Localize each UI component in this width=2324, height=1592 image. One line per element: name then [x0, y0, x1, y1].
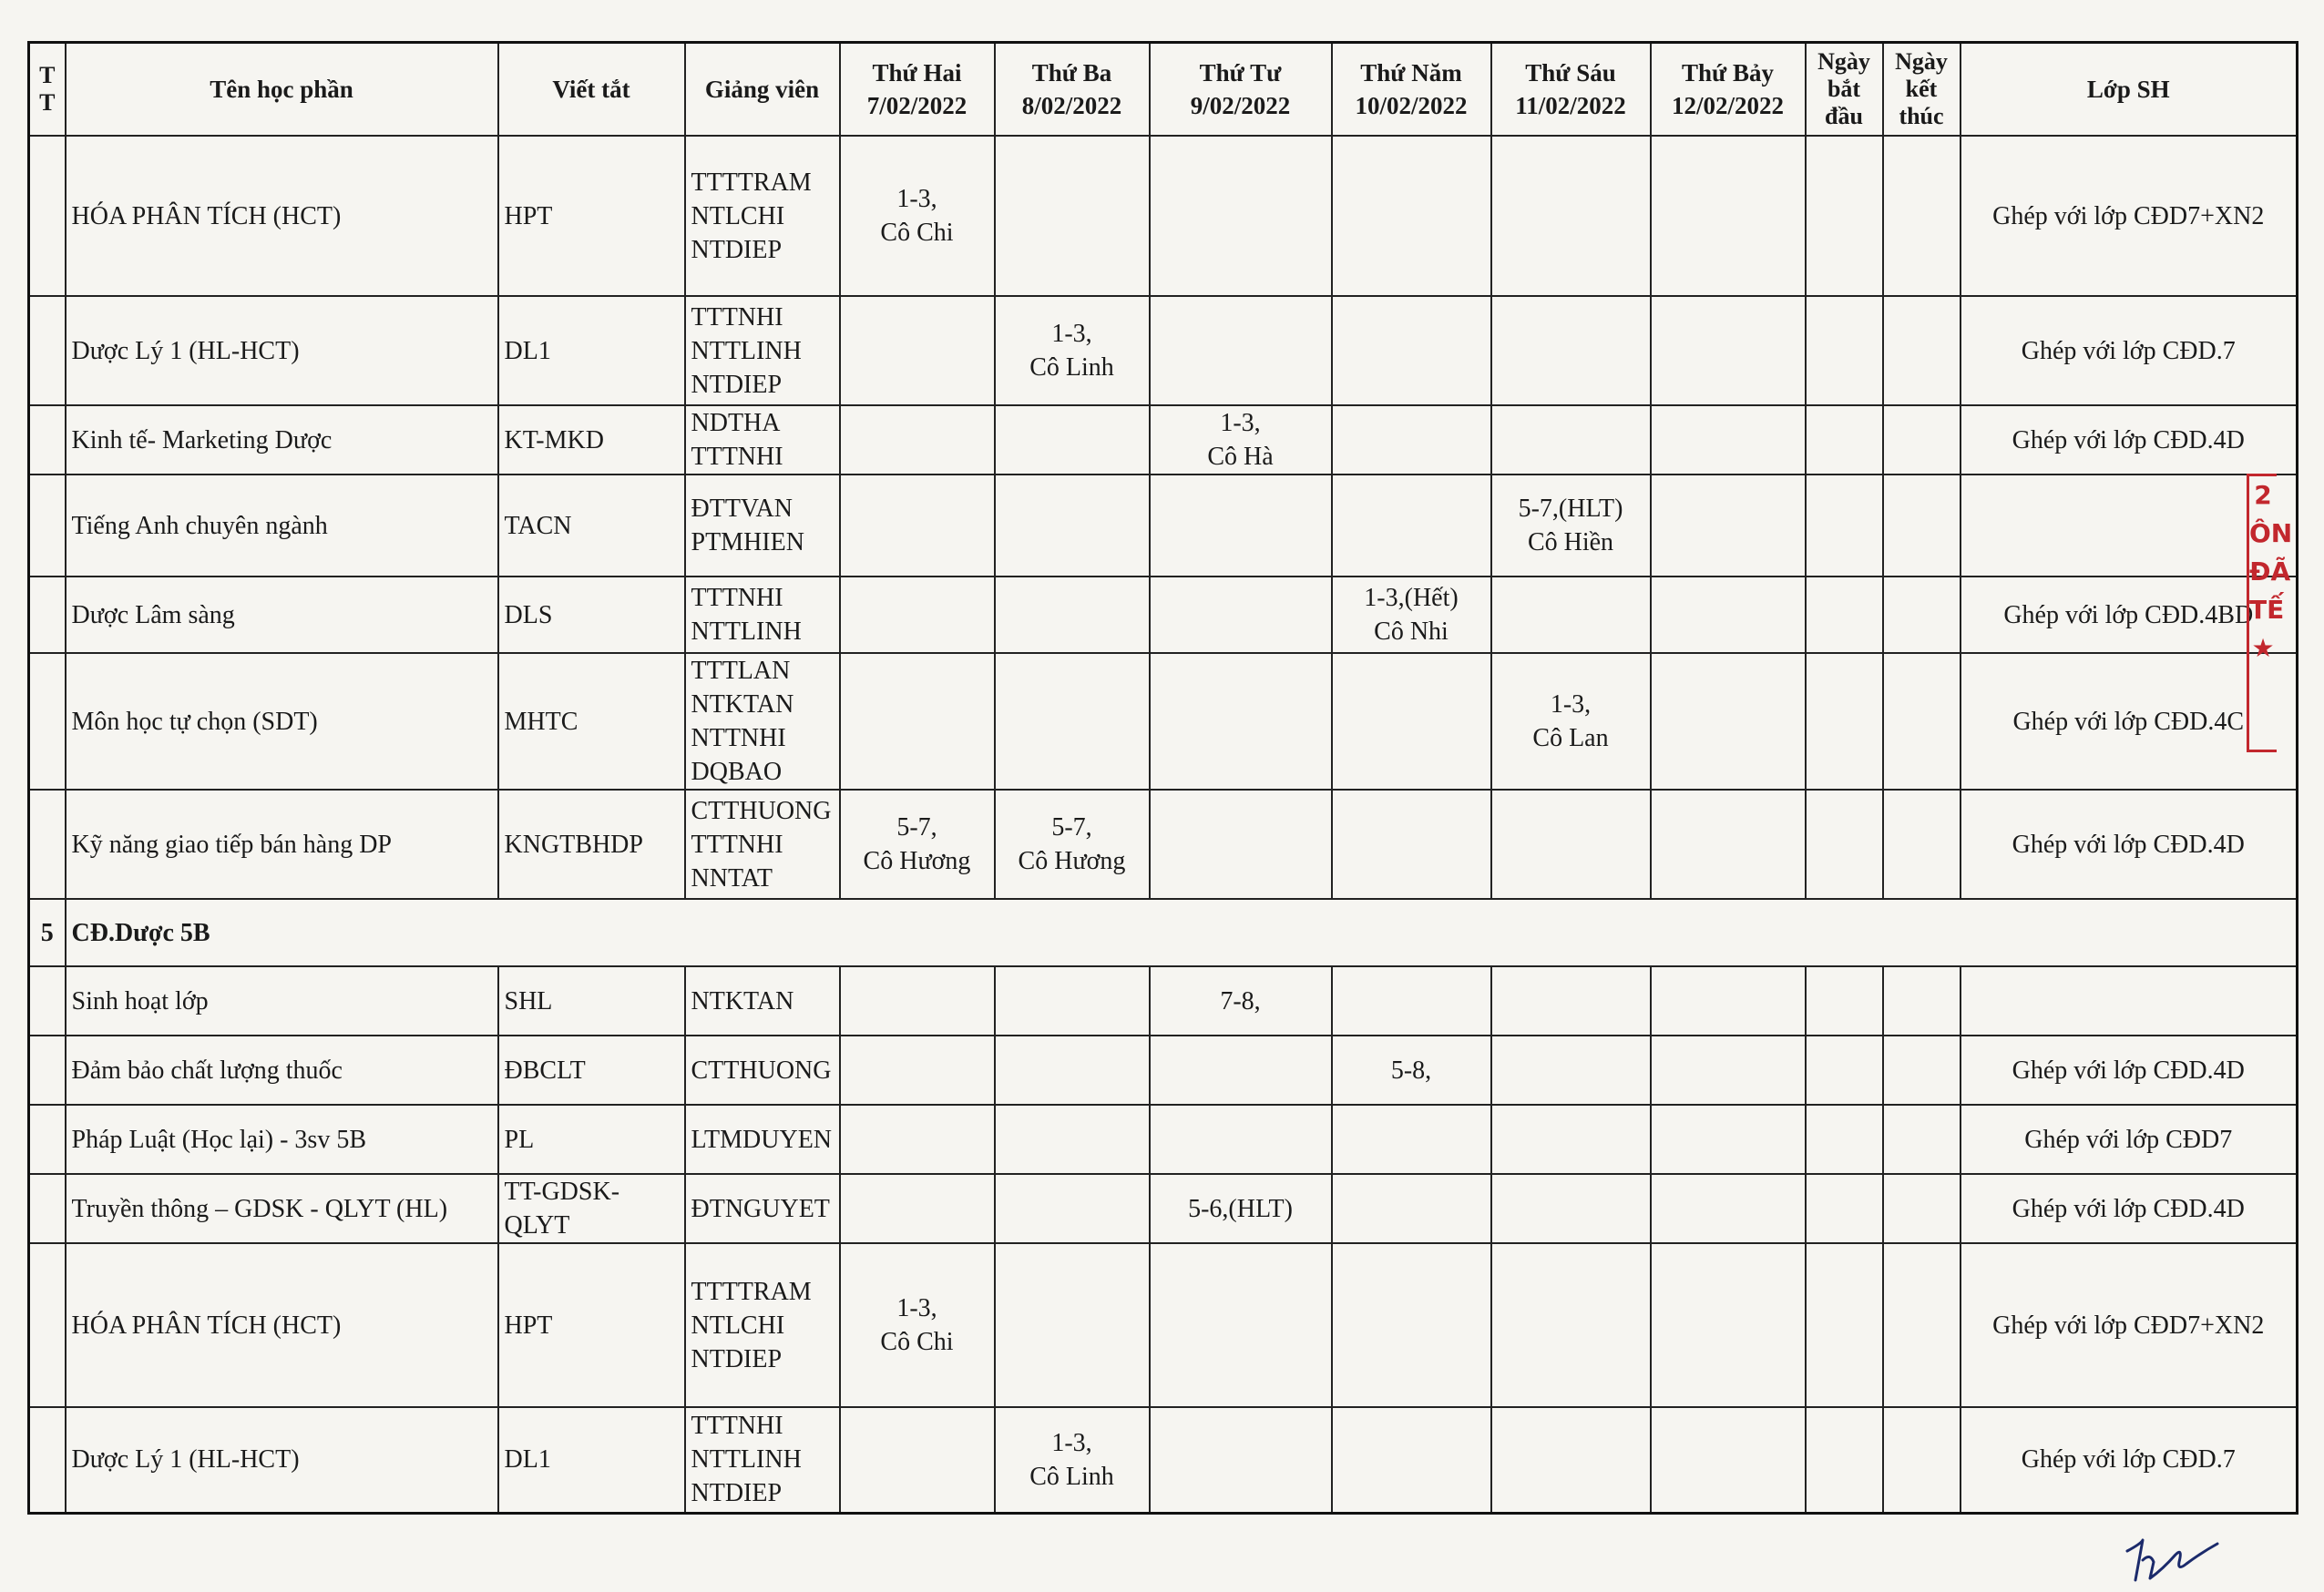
schedule-cell — [1651, 1174, 1806, 1243]
header-day: Thứ Ba 8/02/2022 — [995, 43, 1150, 137]
lecturer-list: CTTHUONG — [685, 1036, 840, 1105]
class-cell: Ghép với lớp CĐD.4D — [1961, 790, 2298, 899]
header-day: Thứ Năm 10/02/2022 — [1332, 43, 1491, 137]
class-cell: Ghép với lớp CĐD7+XN2 — [1961, 1243, 2298, 1407]
class-cell: Ghép với lớp CĐD.4BD — [1961, 577, 2298, 653]
start-date-cell — [1806, 966, 1883, 1036]
schedule-cell — [1651, 405, 1806, 475]
section-title: CĐ.Dược 5B — [66, 899, 2298, 966]
lecturer-list: TTTNHI NTTLINH — [685, 577, 840, 653]
schedule-cell — [995, 1174, 1150, 1243]
schedule-cell — [1651, 790, 1806, 899]
end-date-cell — [1883, 577, 1961, 653]
start-date-cell — [1806, 405, 1883, 475]
schedule-cell: 5-7,(HLT) Cô Hiền — [1491, 475, 1651, 577]
class-cell: Ghép với lớp CĐD.7 — [1961, 296, 2298, 405]
course-name: Môn học tự chọn (SDT) — [66, 653, 498, 790]
table-row — [29, 136, 2298, 296]
table-row — [29, 1105, 2298, 1174]
end-date-cell — [1883, 136, 1961, 296]
schedule-cell — [1332, 405, 1491, 475]
schedule-cell: 7-8, — [1150, 966, 1332, 1036]
row-number — [29, 296, 66, 405]
end-date-cell — [1883, 966, 1961, 1036]
schedule-cell: 5-8, — [1332, 1036, 1491, 1105]
header-start-date: Ngày bắt đầu — [1806, 43, 1883, 137]
schedule-cell — [1491, 1243, 1651, 1407]
header-course-name: Tên học phần — [66, 43, 498, 137]
lecturer-list: NTKTAN — [685, 966, 840, 1036]
schedule-cell — [1150, 1243, 1332, 1407]
schedule-cell — [1651, 296, 1806, 405]
schedule-cell — [995, 1105, 1150, 1174]
end-date-cell — [1883, 1407, 1961, 1513]
schedule-table — [27, 41, 2298, 1515]
schedule-cell — [1150, 653, 1332, 790]
schedule-cell — [995, 1036, 1150, 1105]
row-number — [29, 966, 66, 1036]
class-cell: Ghép với lớp CĐD.7 — [1961, 1407, 2298, 1513]
schedule-cell: 1-3, Cô Lan — [1491, 653, 1651, 790]
table-row — [29, 1243, 2298, 1407]
class-cell: Ghép với lớp CĐD.4D — [1961, 1174, 2298, 1243]
start-date-cell — [1806, 1243, 1883, 1407]
schedule-cell: 5-6,(HLT) — [1150, 1174, 1332, 1243]
schedule-cell — [1651, 136, 1806, 296]
lecturer-list: TTTTRAM NTLCHI NTDIEP — [685, 136, 840, 296]
course-abbreviation: DL1 — [498, 296, 685, 405]
table-row — [29, 1036, 2298, 1105]
schedule-cell — [995, 966, 1150, 1036]
course-name: HÓA PHÂN TÍCH (HCT) — [66, 136, 498, 296]
start-date-cell — [1806, 577, 1883, 653]
schedule-cell: 1-3, Cô Hà — [1150, 405, 1332, 475]
schedule-cell: 5-7, Cô Hương — [840, 790, 995, 899]
row-number — [29, 790, 66, 899]
header-end-date: Ngày kết thúc — [1883, 43, 1961, 137]
start-date-cell — [1806, 790, 1883, 899]
section-number: 5 — [29, 899, 66, 966]
schedule-cell — [840, 1105, 995, 1174]
table-row — [29, 653, 2298, 790]
schedule-cell — [1332, 653, 1491, 790]
schedule-cell — [1332, 1407, 1491, 1513]
table-row — [29, 577, 2298, 653]
schedule-cell — [1491, 136, 1651, 296]
schedule-cell — [1491, 296, 1651, 405]
start-date-cell — [1806, 296, 1883, 405]
course-name: Dược Lâm sàng — [66, 577, 498, 653]
schedule-cell — [1332, 1174, 1491, 1243]
schedule-cell — [1332, 1105, 1491, 1174]
course-name: Sinh hoạt lớp — [66, 966, 498, 1036]
class-cell: Ghép với lớp CĐD7+XN2 — [1961, 136, 2298, 296]
lecturer-list: ĐTNGUYET — [685, 1174, 840, 1243]
end-date-cell — [1883, 405, 1961, 475]
start-date-cell — [1806, 1036, 1883, 1105]
schedule-cell — [1651, 475, 1806, 577]
lecturer-list: TTTLAN NTKTAN NTTNHI DQBAO — [685, 653, 840, 790]
end-date-cell — [1883, 1105, 1961, 1174]
row-number — [29, 1407, 66, 1513]
schedule-cell — [1332, 966, 1491, 1036]
course-name: Dược Lý 1 (HL-HCT) — [66, 296, 498, 405]
header-day: Thứ Bảy 12/02/2022 — [1651, 43, 1806, 137]
schedule-cell: 1-3,(Hết) Cô Nhi — [1332, 577, 1491, 653]
schedule-cell: 1-3, Cô Linh — [995, 1407, 1150, 1513]
schedule-cell — [1491, 1105, 1651, 1174]
schedule-cell — [1651, 966, 1806, 1036]
class-cell — [1961, 966, 2298, 1036]
end-date-cell — [1883, 653, 1961, 790]
course-abbreviation: HPT — [498, 136, 685, 296]
row-number — [29, 136, 66, 296]
lecturer-list: LTMDUYEN — [685, 1105, 840, 1174]
table-row — [29, 475, 2298, 577]
end-date-cell — [1883, 1174, 1961, 1243]
schedule-cell — [1150, 1407, 1332, 1513]
row-number — [29, 577, 66, 653]
table-row — [29, 790, 2298, 899]
schedule-cell — [1150, 475, 1332, 577]
table-row — [29, 1407, 2298, 1513]
lecturer-list: TTTNHI NTTLINH NTDIEP — [685, 296, 840, 405]
header-day: Thứ Sáu 11/02/2022 — [1491, 43, 1651, 137]
schedule-cell — [840, 1407, 995, 1513]
course-name: Truyền thông – GDSK - QLYT (HL) — [66, 1174, 498, 1243]
lecturer-list: NDTHA TTTNHI — [685, 405, 840, 475]
schedule-cell — [1491, 1036, 1651, 1105]
table-row — [29, 1174, 2298, 1243]
schedule-cell — [1651, 653, 1806, 790]
start-date-cell — [1806, 475, 1883, 577]
schedule-cell — [1651, 1036, 1806, 1105]
end-date-cell — [1883, 1243, 1961, 1407]
row-number — [29, 1243, 66, 1407]
schedule-cell — [840, 475, 995, 577]
schedule-cell — [1150, 136, 1332, 296]
header-day: Thứ Tư 9/02/2022 — [1150, 43, 1332, 137]
schedule-cell — [995, 577, 1150, 653]
signature-mark — [2123, 1535, 2223, 1585]
schedule-cell — [1491, 1407, 1651, 1513]
start-date-cell — [1806, 1407, 1883, 1513]
row-number — [29, 475, 66, 577]
header-row — [29, 43, 2298, 137]
header-tt: T T — [29, 43, 66, 137]
schedule-cell: 5-7, Cô Hương — [995, 790, 1150, 899]
course-abbreviation: TT-GDSK- QLYT — [498, 1174, 685, 1243]
schedule-cell — [840, 405, 995, 475]
schedule-cell — [1491, 966, 1651, 1036]
class-cell: Ghép với lớp CĐD.4D — [1961, 405, 2298, 475]
schedule-cell — [1332, 296, 1491, 405]
course-name: Dược Lý 1 (HL-HCT) — [66, 1407, 498, 1513]
end-date-cell — [1883, 790, 1961, 899]
schedule-cell — [1332, 1243, 1491, 1407]
header-lecturer: Giảng viên — [685, 43, 840, 137]
course-name: Tiếng Anh chuyên ngành — [66, 475, 498, 577]
schedule-cell: 1-3, Cô Linh — [995, 296, 1150, 405]
lecturer-list: TTTTRAM NTLCHI NTDIEP — [685, 1243, 840, 1407]
lecturer-list: CTTHUONG TTTNHI NNTAT — [685, 790, 840, 899]
course-abbreviation: TACN — [498, 475, 685, 577]
header-abbreviation: Viết tắt — [498, 43, 685, 137]
schedule-cell — [840, 1174, 995, 1243]
row-number — [29, 1105, 66, 1174]
lecturer-list: TTTNHI NTTLINH NTDIEP — [685, 1407, 840, 1513]
schedule-cell — [840, 966, 995, 1036]
section-block — [29, 899, 2298, 966]
class-cell: Ghép với lớp CĐD7 — [1961, 1105, 2298, 1174]
schedule-cell — [1150, 577, 1332, 653]
section-row — [29, 899, 2298, 966]
group2-rows — [29, 966, 2298, 1513]
course-abbreviation: SHL — [498, 966, 685, 1036]
schedule-cell — [995, 653, 1150, 790]
course-abbreviation: HPT — [498, 1243, 685, 1407]
class-cell: Ghép với lớp CĐD.4C — [1961, 653, 2298, 790]
table-row — [29, 966, 2298, 1036]
row-number — [29, 405, 66, 475]
schedule-cell: 1-3, Cô Chi — [840, 136, 995, 296]
lecturer-list: ĐTTVAN PTMHIEN — [685, 475, 840, 577]
row-number — [29, 1036, 66, 1105]
row-number — [29, 653, 66, 790]
schedule-cell — [1491, 1174, 1651, 1243]
header-day: Thứ Hai 7/02/2022 — [840, 43, 995, 137]
table-row — [29, 296, 2298, 405]
schedule-cell — [995, 1243, 1150, 1407]
start-date-cell — [1806, 136, 1883, 296]
schedule-cell — [1332, 790, 1491, 899]
end-date-cell — [1883, 475, 1961, 577]
schedule-cell — [1491, 790, 1651, 899]
group1-rows — [29, 136, 2298, 899]
schedule-cell — [1491, 405, 1651, 475]
schedule-cell — [1332, 475, 1491, 577]
red-stamp: 2 ÔN ĐÃ TẾ ★ — [2247, 474, 2277, 752]
schedule-cell — [1651, 1407, 1806, 1513]
course-name: Kinh tế- Marketing Dược — [66, 405, 498, 475]
course-name: Đảm bảo chất lượng thuốc — [66, 1036, 498, 1105]
schedule-cell — [995, 405, 1150, 475]
class-cell: Ghép với lớp CĐD.4D — [1961, 1036, 2298, 1105]
row-number — [29, 1174, 66, 1243]
schedule-cell — [1651, 1243, 1806, 1407]
course-name: HÓA PHÂN TÍCH (HCT) — [66, 1243, 498, 1407]
course-abbreviation: PL — [498, 1105, 685, 1174]
schedule-cell — [1150, 296, 1332, 405]
schedule-cell — [1150, 1036, 1332, 1105]
end-date-cell — [1883, 1036, 1961, 1105]
schedule-cell — [840, 577, 995, 653]
schedule-cell — [840, 653, 995, 790]
course-name: Pháp Luật (Học lại) - 3sv 5B — [66, 1105, 498, 1174]
schedule-cell — [1491, 577, 1651, 653]
course-abbreviation: DL1 — [498, 1407, 685, 1513]
start-date-cell — [1806, 1105, 1883, 1174]
schedule-cell — [840, 296, 995, 405]
schedule-cell — [1651, 577, 1806, 653]
schedule-cell — [840, 1036, 995, 1105]
schedule-cell — [995, 136, 1150, 296]
course-abbreviation: KT-MKD — [498, 405, 685, 475]
start-date-cell — [1806, 1174, 1883, 1243]
start-date-cell — [1806, 653, 1883, 790]
table-row — [29, 405, 2298, 475]
schedule-cell — [995, 475, 1150, 577]
header-class: Lớp SH — [1961, 43, 2298, 137]
course-abbreviation: MHTC — [498, 653, 685, 790]
course-abbreviation: KNGTBHDP — [498, 790, 685, 899]
schedule-cell — [1332, 136, 1491, 296]
course-abbreviation: DLS — [498, 577, 685, 653]
schedule-cell: 1-3, Cô Chi — [840, 1243, 995, 1407]
schedule-cell — [1150, 790, 1332, 899]
schedule-cell — [1651, 1105, 1806, 1174]
schedule-cell — [1150, 1105, 1332, 1174]
end-date-cell — [1883, 296, 1961, 405]
course-name: Kỹ năng giao tiếp bán hàng DP — [66, 790, 498, 899]
course-abbreviation: ĐBCLT — [498, 1036, 685, 1105]
